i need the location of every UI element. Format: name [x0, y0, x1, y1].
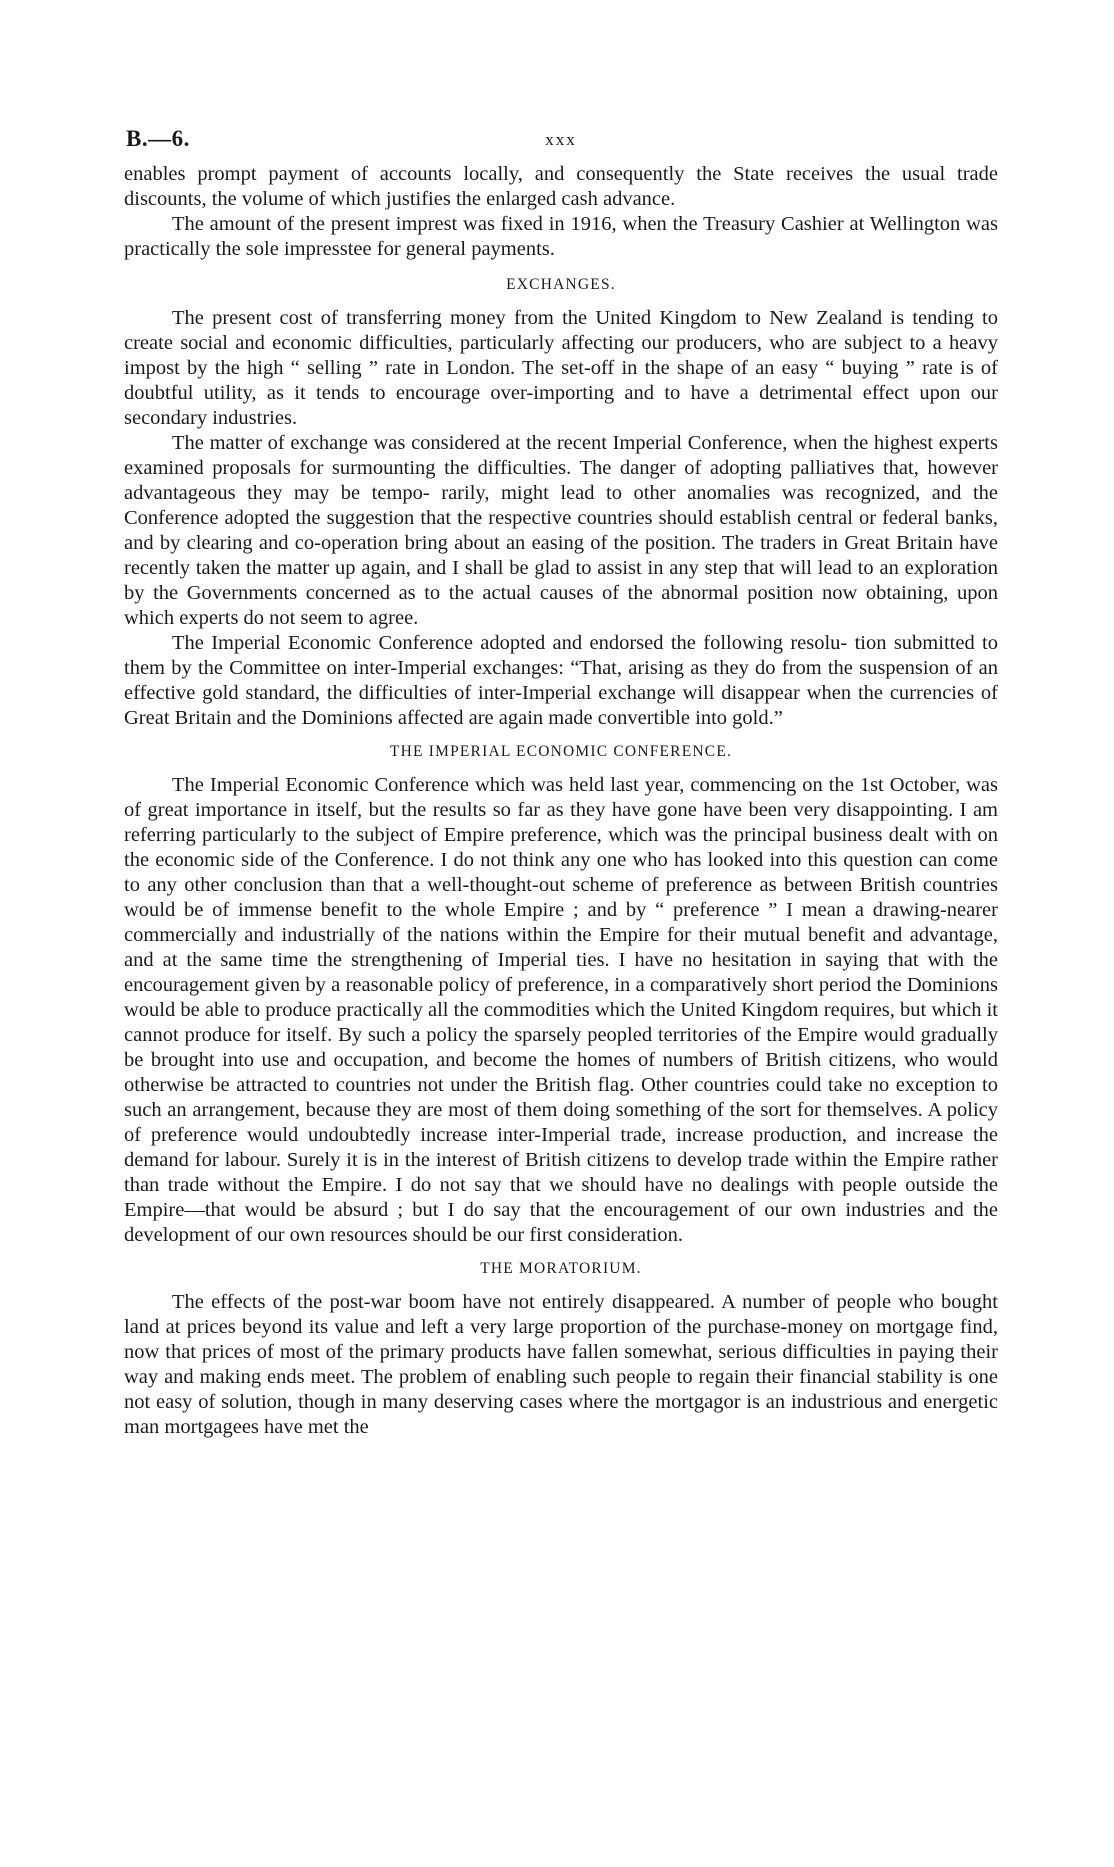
intro-paragraph-imprest: The amount of the present imprest was fixed in 1916, when the Treasury Cashier at Wellington was practically the sole impresstee for general payments.: [124, 213, 998, 260]
paragraph-exchanges-conference: The matter of exchange was considered at the recent Imperial Conference, when the highest experts examined proposals for surmounting the difficulties. The danger of adopting palliatives that, however advantageous they may be tempo- rarily, might lead to other anomalies was recognized, and the Conference adopted the suggestion that the respective countries should establish central or federal banks, and by clearing and co-operation bring about an easing of the position. The traders in Great Britain have recently taken the matter up again, and I shall be glad to assist in any step that will lead to an exploration by the Governments concerned as to the actual causes of the abnormal position now obtaining, upon which experts do not seem to agree.: [124, 432, 998, 629]
section-imperial-economic-conference: [124, 741, 998, 1248]
section-heading-imperial-economic-conference: THE IMPERIAL ECONOMIC CONFERENCE.: [389, 743, 733, 760]
document-page: [124, 122, 998, 1440]
section-moratorium: [124, 1258, 998, 1440]
paragraph-exchanges-cost: The present cost of transferring money from the United Kingdom to New Zealand is tending to create social and economic difficulties, particularly affecting our producers, who are subject to a heavy impost by the high “ selling ” rate in London. The set-off in the shape of an easy “ buying ” rate is of doubtful utility, as it tends to encourage over-importing and to have a detrimental effect upon our secondary industries.: [124, 307, 998, 429]
paragraph-exchanges-resolution: The Imperial Economic Conference adopted and endorsed the following resolu- tion submitted to them by the Committee on inter-Imperial exchanges: “That, arising as they do from the suspension of an effective gold standard, the difficulties of inter-Imperial exchange will disappear when the currencies of Great Britain and the Dominions affected are again made convertible into gold.”: [124, 632, 998, 729]
intro-block: [124, 162, 998, 262]
page-number: xxx: [545, 130, 577, 149]
paragraph-moratorium: The effects of the post-war boom have not entirely disappeared. A number of people who bought land at prices beyond its value and left a very large proportion of the purchase-money on mortgage find, now that prices of most of the primary products have fallen somewhat, serious difficulties in paying their way and making ends meet. The problem of enabling such people to regain their financial stability is one not easy of solution, though in many deserving cases where the mortgagor is an industrious and energetic man mortgagees have met the: [124, 1291, 998, 1438]
page-header: [124, 122, 998, 162]
paragraph-imperial-preference: The Imperial Economic Conference which was held last year, commencing on the 1st October, was of great importance in itself, but the results so far as they have gone have been very disappointing. I am referring particularly to the subject of Empire preference, which was the principal business dealt with on the economic side of the Conference. I do not think any one who has looked into this question can come to any other conclusion than that a well-thought-out scheme of preference as between British countries would be of immense benefit to the whole Empire ; and by “ preference ” I mean a drawing-nearer commercially and industrially of the nations within the Empire for their mutual benefit and advantage, and at the same time the strengthening of Imperial ties. I have no hesitation in saying that with the encouragement given by a reasonable policy of preference, in a comparatively short period the Dominions would be able to produce practically all the commodities which the United Kingdom requires, but which it cannot produce for itself. By such a policy the sparsely peopled territories of the Empire would gradually be brought into use and occupation, and become the homes of numbers of British citizens, who would otherwise be attracted to countries not under the British flag. Other countries could take no exception to such an arrangement, because they are most of them doing something of the sort for themselves. A policy of preference would undoubtedly increase inter-Imperial trade, increase production, and increase the demand for labour. Surely it is in the interest of British citizens to develop trade within the Empire rather than trade without the Empire. I do not say that we should have no dealings with people outside the Empire—that would be absurd ; but I do say that the encouragement of our own industries and the development of our own resources should be our first consideration.: [124, 774, 998, 1246]
section-heading-moratorium: THE MORATORIUM.: [480, 1260, 642, 1277]
section-exchanges: [124, 274, 998, 731]
intro-paragraph-continued: enables prompt payment of accounts locally, and consequently the State receives the usual trade discounts, the volume of which justifies the enlarged cash advance.: [124, 163, 998, 210]
section-heading-exchanges: EXCHANGES.: [506, 276, 616, 293]
document-reference: B.—6.: [126, 126, 190, 151]
